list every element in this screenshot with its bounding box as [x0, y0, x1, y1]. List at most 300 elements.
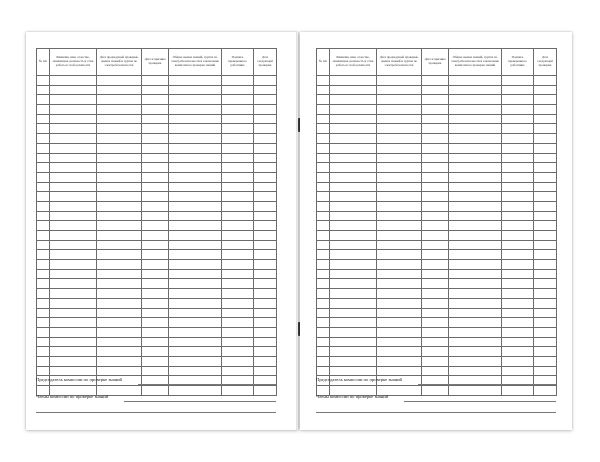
table-cell[interactable]	[534, 221, 557, 231]
members-fill-line-1[interactable]	[124, 401, 276, 402]
table-cell[interactable]	[317, 143, 330, 153]
table-cell[interactable]	[449, 85, 502, 95]
table-cell[interactable]	[97, 76, 142, 86]
table-cell[interactable]	[254, 182, 277, 192]
table-cell[interactable]	[534, 356, 557, 366]
table-cell[interactable]	[422, 95, 449, 105]
table-cell[interactable]	[254, 172, 277, 182]
table-cell[interactable]	[142, 308, 169, 318]
table-cell[interactable]	[317, 105, 330, 115]
table-cell[interactable]	[534, 105, 557, 115]
table-cell[interactable]	[502, 163, 534, 173]
table-cell[interactable]	[317, 231, 330, 241]
table-cell[interactable]	[222, 260, 254, 270]
table-cell[interactable]	[169, 172, 222, 182]
table-cell[interactable]	[97, 211, 142, 221]
table-cell[interactable]	[169, 250, 222, 260]
table-cell[interactable]	[449, 221, 502, 231]
table-cell[interactable]	[317, 289, 330, 299]
table-cell[interactable]	[502, 95, 534, 105]
table-cell[interactable]	[254, 163, 277, 173]
table-cell[interactable]	[37, 192, 50, 202]
table-cell[interactable]	[377, 182, 422, 192]
table-cell[interactable]	[37, 76, 50, 86]
table-cell[interactable]	[377, 192, 422, 202]
table-cell[interactable]	[330, 240, 377, 250]
table-cell[interactable]	[97, 95, 142, 105]
table-cell[interactable]	[502, 318, 534, 328]
table-cell[interactable]	[254, 308, 277, 318]
table-cell[interactable]	[142, 269, 169, 279]
table-cell[interactable]	[502, 231, 534, 241]
table-cell[interactable]	[317, 172, 330, 182]
table-cell[interactable]	[377, 153, 422, 163]
table-cell[interactable]	[254, 143, 277, 153]
table-cell[interactable]	[97, 318, 142, 328]
table-cell[interactable]	[502, 201, 534, 211]
table-cell[interactable]	[317, 114, 330, 124]
table-cell[interactable]	[377, 327, 422, 337]
table-cell[interactable]	[142, 298, 169, 308]
table-cell[interactable]	[502, 289, 534, 299]
table-cell[interactable]	[254, 279, 277, 289]
table-cell[interactable]	[317, 347, 330, 357]
table-cell[interactable]	[37, 347, 50, 357]
table-cell[interactable]	[449, 105, 502, 115]
table-cell[interactable]	[330, 279, 377, 289]
table-cell[interactable]	[142, 337, 169, 347]
table-cell[interactable]	[222, 298, 254, 308]
table-cell[interactable]	[377, 366, 422, 376]
table-cell[interactable]	[330, 85, 377, 95]
table-cell[interactable]	[534, 337, 557, 347]
table-cell[interactable]	[422, 172, 449, 182]
table-cell[interactable]	[502, 337, 534, 347]
table-cell[interactable]	[534, 182, 557, 192]
table-cell[interactable]	[169, 182, 222, 192]
table-cell[interactable]	[142, 318, 169, 328]
table-cell[interactable]	[169, 105, 222, 115]
table-cell[interactable]	[422, 240, 449, 250]
table-cell[interactable]	[534, 260, 557, 270]
table-cell[interactable]	[50, 192, 97, 202]
table-cell[interactable]	[534, 240, 557, 250]
table-cell[interactable]	[169, 192, 222, 202]
table-cell[interactable]	[37, 153, 50, 163]
table-cell[interactable]	[50, 153, 97, 163]
table-cell[interactable]	[330, 76, 377, 86]
table-cell[interactable]	[449, 260, 502, 270]
table-cell[interactable]	[97, 337, 142, 347]
table-cell[interactable]	[142, 289, 169, 299]
table-cell[interactable]	[534, 95, 557, 105]
table-cell[interactable]	[502, 240, 534, 250]
table-cell[interactable]	[37, 134, 50, 144]
table-cell[interactable]	[422, 250, 449, 260]
table-cell[interactable]	[330, 124, 377, 134]
table-cell[interactable]	[422, 356, 449, 366]
table-cell[interactable]	[502, 308, 534, 318]
table-cell[interactable]	[50, 250, 97, 260]
table-cell[interactable]	[142, 231, 169, 241]
table-cell[interactable]	[330, 318, 377, 328]
table-cell[interactable]	[317, 337, 330, 347]
table-cell[interactable]	[50, 289, 97, 299]
table-cell[interactable]	[142, 327, 169, 337]
table-cell[interactable]	[449, 386, 502, 396]
table-cell[interactable]	[254, 95, 277, 105]
table-cell[interactable]	[169, 143, 222, 153]
table-cell[interactable]	[502, 386, 534, 396]
table-cell[interactable]	[317, 366, 330, 376]
table-cell[interactable]	[330, 347, 377, 357]
table-cell[interactable]	[97, 105, 142, 115]
table-cell[interactable]	[50, 337, 97, 347]
table-cell[interactable]	[37, 85, 50, 95]
table-cell[interactable]	[422, 201, 449, 211]
table-cell[interactable]	[330, 327, 377, 337]
table-cell[interactable]	[449, 124, 502, 134]
table-cell[interactable]	[449, 356, 502, 366]
table-cell[interactable]	[169, 95, 222, 105]
table-cell[interactable]	[534, 279, 557, 289]
table-cell[interactable]	[330, 95, 377, 105]
table-cell[interactable]	[317, 240, 330, 250]
table-cell[interactable]	[142, 279, 169, 289]
table-cell[interactable]	[222, 76, 254, 86]
table-cell[interactable]	[37, 308, 50, 318]
table-cell[interactable]	[534, 318, 557, 328]
table-cell[interactable]	[222, 201, 254, 211]
table-cell[interactable]	[317, 85, 330, 95]
table-cell[interactable]	[422, 143, 449, 153]
table-cell[interactable]	[169, 386, 222, 396]
table-cell[interactable]	[449, 298, 502, 308]
table-cell[interactable]	[142, 356, 169, 366]
table-cell[interactable]	[422, 231, 449, 241]
table-cell[interactable]	[37, 366, 50, 376]
table-cell[interactable]	[50, 356, 97, 366]
table-cell[interactable]	[317, 269, 330, 279]
table-cell[interactable]	[449, 289, 502, 299]
table-cell[interactable]	[317, 211, 330, 221]
table-cell[interactable]	[254, 105, 277, 115]
table-cell[interactable]	[254, 250, 277, 260]
table-cell[interactable]	[377, 201, 422, 211]
table-cell[interactable]	[97, 298, 142, 308]
table-cell[interactable]	[169, 231, 222, 241]
table-cell[interactable]	[422, 366, 449, 376]
table-cell[interactable]	[142, 347, 169, 357]
table-cell[interactable]	[502, 76, 534, 86]
table-cell[interactable]	[97, 327, 142, 337]
table-cell[interactable]	[377, 105, 422, 115]
table-cell[interactable]	[254, 85, 277, 95]
table-cell[interactable]	[330, 289, 377, 299]
table-cell[interactable]	[330, 260, 377, 270]
members-fill-line-2[interactable]	[316, 412, 556, 413]
table-cell[interactable]	[449, 182, 502, 192]
table-cell[interactable]	[502, 124, 534, 134]
table-cell[interactable]	[422, 192, 449, 202]
table-cell[interactable]	[422, 114, 449, 124]
table-cell[interactable]	[317, 134, 330, 144]
table-cell[interactable]	[502, 298, 534, 308]
table-cell[interactable]	[50, 298, 97, 308]
table-cell[interactable]	[37, 182, 50, 192]
table-cell[interactable]	[502, 279, 534, 289]
table-cell[interactable]	[502, 143, 534, 153]
table-cell[interactable]	[377, 250, 422, 260]
table-cell[interactable]	[317, 327, 330, 337]
table-cell[interactable]	[502, 172, 534, 182]
table-cell[interactable]	[502, 85, 534, 95]
table-cell[interactable]	[37, 250, 50, 260]
members-fill-line-1[interactable]	[404, 401, 556, 402]
table-cell[interactable]	[330, 298, 377, 308]
table-cell[interactable]	[222, 172, 254, 182]
table-cell[interactable]	[97, 221, 142, 231]
table-cell[interactable]	[330, 308, 377, 318]
table-cell[interactable]	[254, 260, 277, 270]
table-cell[interactable]	[534, 134, 557, 144]
table-cell[interactable]	[142, 192, 169, 202]
table-cell[interactable]	[222, 327, 254, 337]
table-cell[interactable]	[142, 95, 169, 105]
table-cell[interactable]	[254, 221, 277, 231]
table-cell[interactable]	[142, 105, 169, 115]
chairman-fill-line[interactable]	[138, 384, 276, 385]
table-cell[interactable]	[37, 221, 50, 231]
table-cell[interactable]	[534, 143, 557, 153]
table-cell[interactable]	[142, 366, 169, 376]
table-cell[interactable]	[422, 289, 449, 299]
table-cell[interactable]	[317, 163, 330, 173]
table-cell[interactable]	[142, 250, 169, 260]
table-cell[interactable]	[254, 386, 277, 396]
table-cell[interactable]	[222, 163, 254, 173]
table-cell[interactable]	[97, 134, 142, 144]
table-cell[interactable]	[534, 308, 557, 318]
table-cell[interactable]	[254, 347, 277, 357]
table-cell[interactable]	[317, 308, 330, 318]
table-cell[interactable]	[449, 134, 502, 144]
table-cell[interactable]	[377, 231, 422, 241]
table-cell[interactable]	[449, 172, 502, 182]
table-cell[interactable]	[50, 134, 97, 144]
table-cell[interactable]	[449, 347, 502, 357]
table-cell[interactable]	[37, 201, 50, 211]
table-cell[interactable]	[377, 260, 422, 270]
table-cell[interactable]	[422, 211, 449, 221]
table-cell[interactable]	[377, 308, 422, 318]
table-cell[interactable]	[50, 114, 97, 124]
table-cell[interactable]	[449, 269, 502, 279]
table-cell[interactable]	[50, 85, 97, 95]
table-cell[interactable]	[422, 269, 449, 279]
table-cell[interactable]	[449, 250, 502, 260]
table-cell[interactable]	[377, 356, 422, 366]
table-cell[interactable]	[330, 211, 377, 221]
table-cell[interactable]	[254, 337, 277, 347]
table-cell[interactable]	[97, 143, 142, 153]
table-cell[interactable]	[50, 221, 97, 231]
table-cell[interactable]	[534, 85, 557, 95]
table-cell[interactable]	[50, 172, 97, 182]
table-cell[interactable]	[317, 318, 330, 328]
table-cell[interactable]	[222, 318, 254, 328]
table-cell[interactable]	[377, 143, 422, 153]
table-cell[interactable]	[534, 201, 557, 211]
table-cell[interactable]	[50, 260, 97, 270]
table-cell[interactable]	[330, 201, 377, 211]
table-cell[interactable]	[97, 240, 142, 250]
table-cell[interactable]	[502, 260, 534, 270]
table-cell[interactable]	[97, 356, 142, 366]
table-cell[interactable]	[169, 327, 222, 337]
table-cell[interactable]	[449, 95, 502, 105]
table-cell[interactable]	[142, 143, 169, 153]
table-cell[interactable]	[422, 182, 449, 192]
table-cell[interactable]	[449, 337, 502, 347]
table-cell[interactable]	[377, 279, 422, 289]
table-cell[interactable]	[534, 192, 557, 202]
table-cell[interactable]	[37, 289, 50, 299]
table-cell[interactable]	[222, 95, 254, 105]
table-cell[interactable]	[330, 356, 377, 366]
table-cell[interactable]	[317, 95, 330, 105]
table-cell[interactable]	[97, 153, 142, 163]
table-cell[interactable]	[422, 76, 449, 86]
table-cell[interactable]	[142, 386, 169, 396]
table-cell[interactable]	[97, 124, 142, 134]
table-cell[interactable]	[254, 269, 277, 279]
table-cell[interactable]	[422, 163, 449, 173]
table-cell[interactable]	[50, 240, 97, 250]
table-cell[interactable]	[422, 134, 449, 144]
table-cell[interactable]	[534, 114, 557, 124]
table-cell[interactable]	[534, 211, 557, 221]
table-cell[interactable]	[222, 192, 254, 202]
table-cell[interactable]	[317, 153, 330, 163]
table-cell[interactable]	[97, 192, 142, 202]
table-cell[interactable]	[222, 250, 254, 260]
table-cell[interactable]	[169, 347, 222, 357]
table-cell[interactable]	[50, 318, 97, 328]
table-cell[interactable]	[37, 143, 50, 153]
table-cell[interactable]	[330, 143, 377, 153]
table-cell[interactable]	[169, 279, 222, 289]
table-cell[interactable]	[449, 114, 502, 124]
table-cell[interactable]	[97, 85, 142, 95]
table-cell[interactable]	[377, 347, 422, 357]
table-cell[interactable]	[317, 221, 330, 231]
table-cell[interactable]	[97, 201, 142, 211]
table-cell[interactable]	[97, 163, 142, 173]
table-cell[interactable]	[330, 114, 377, 124]
table-cell[interactable]	[534, 172, 557, 182]
table-cell[interactable]	[97, 260, 142, 270]
table-cell[interactable]	[449, 143, 502, 153]
table-cell[interactable]	[37, 231, 50, 241]
table-cell[interactable]	[97, 231, 142, 241]
table-cell[interactable]	[422, 318, 449, 328]
table-cell[interactable]	[330, 105, 377, 115]
table-cell[interactable]	[534, 366, 557, 376]
table-cell[interactable]	[142, 134, 169, 144]
table-cell[interactable]	[330, 366, 377, 376]
table-cell[interactable]	[330, 134, 377, 144]
table-cell[interactable]	[254, 124, 277, 134]
table-cell[interactable]	[222, 124, 254, 134]
table-cell[interactable]	[534, 124, 557, 134]
table-cell[interactable]	[142, 182, 169, 192]
table-cell[interactable]	[169, 289, 222, 299]
table-cell[interactable]	[317, 250, 330, 260]
table-cell[interactable]	[502, 211, 534, 221]
table-cell[interactable]	[37, 318, 50, 328]
table-cell[interactable]	[377, 85, 422, 95]
table-cell[interactable]	[502, 269, 534, 279]
table-cell[interactable]	[97, 279, 142, 289]
table-cell[interactable]	[50, 366, 97, 376]
table-cell[interactable]	[222, 356, 254, 366]
table-cell[interactable]	[422, 347, 449, 357]
table-cell[interactable]	[254, 153, 277, 163]
table-cell[interactable]	[317, 124, 330, 134]
table-cell[interactable]	[169, 201, 222, 211]
table-cell[interactable]	[330, 172, 377, 182]
chairman-fill-line[interactable]	[418, 384, 556, 385]
table-cell[interactable]	[50, 105, 97, 115]
table-cell[interactable]	[222, 347, 254, 357]
table-cell[interactable]	[254, 356, 277, 366]
table-cell[interactable]	[142, 260, 169, 270]
table-cell[interactable]	[97, 182, 142, 192]
table-cell[interactable]	[534, 298, 557, 308]
table-cell[interactable]	[50, 163, 97, 173]
table-cell[interactable]	[534, 250, 557, 260]
table-cell[interactable]	[222, 289, 254, 299]
table-cell[interactable]	[317, 76, 330, 86]
table-cell[interactable]	[169, 163, 222, 173]
table-cell[interactable]	[449, 279, 502, 289]
table-cell[interactable]	[50, 211, 97, 221]
table-cell[interactable]	[502, 250, 534, 260]
table-cell[interactable]	[142, 240, 169, 250]
table-cell[interactable]	[222, 85, 254, 95]
members-fill-line-2[interactable]	[36, 412, 276, 413]
table-cell[interactable]	[254, 366, 277, 376]
table-cell[interactable]	[169, 308, 222, 318]
table-cell[interactable]	[449, 153, 502, 163]
table-cell[interactable]	[169, 298, 222, 308]
table-cell[interactable]	[422, 337, 449, 347]
table-cell[interactable]	[222, 366, 254, 376]
table-cell[interactable]	[377, 163, 422, 173]
table-cell[interactable]	[330, 163, 377, 173]
table-cell[interactable]	[330, 337, 377, 347]
table-cell[interactable]	[422, 85, 449, 95]
table-cell[interactable]	[37, 105, 50, 115]
table-cell[interactable]	[377, 240, 422, 250]
table-cell[interactable]	[142, 201, 169, 211]
table-cell[interactable]	[422, 260, 449, 270]
table-cell[interactable]	[377, 298, 422, 308]
table-cell[interactable]	[50, 231, 97, 241]
table-cell[interactable]	[222, 105, 254, 115]
table-cell[interactable]	[142, 85, 169, 95]
